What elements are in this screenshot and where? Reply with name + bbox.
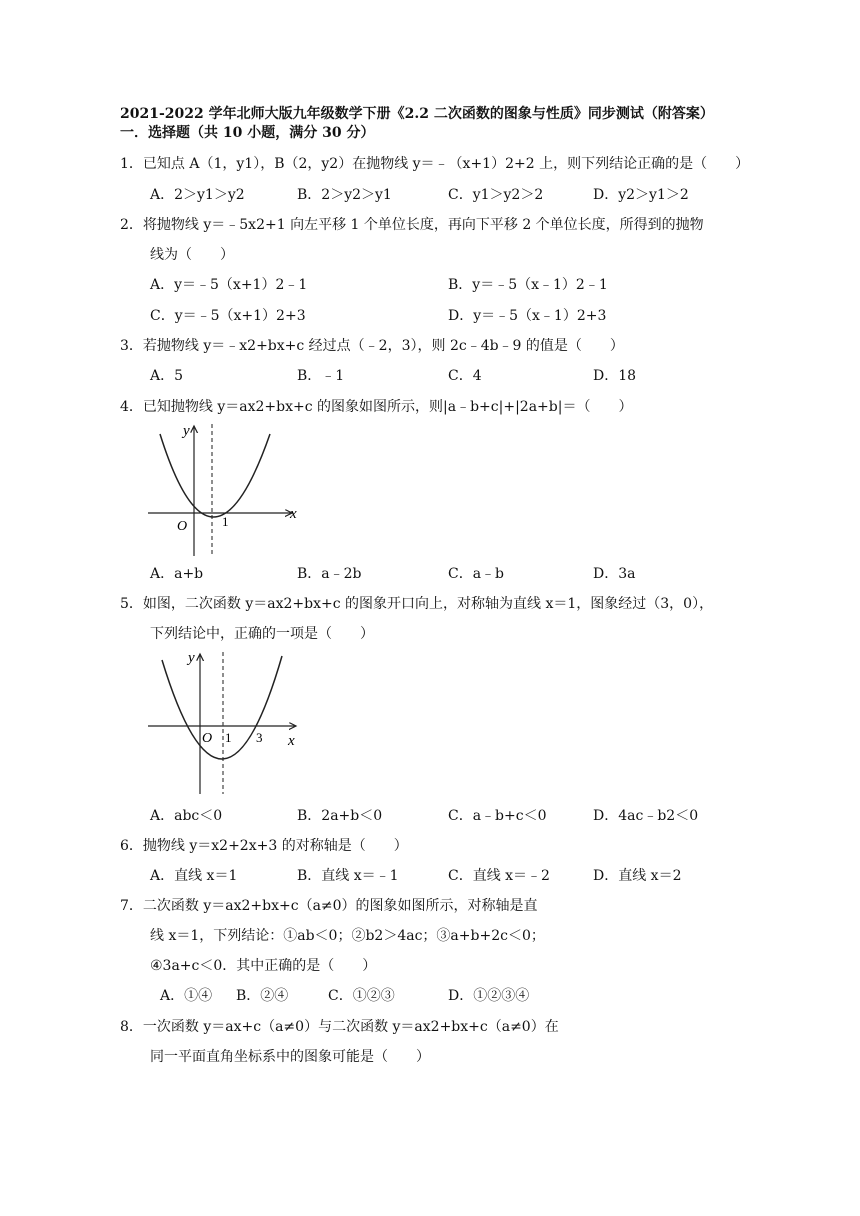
question-7-stem-line-3: ④3a+c＜0．其中正确的是（ ）: [150, 958, 377, 974]
question-6-option-c: C．直线 x＝﹣2: [448, 868, 550, 884]
tick-label-1: 1: [225, 730, 232, 745]
question-4-parabola-figure: [146, 420, 306, 560]
question-5-stem-line-1: 5．如图，二次函数 y＝ax2+bx+c 的图象开口向上，对称轴为直线 x＝1，图象经过（3，0），: [120, 596, 714, 612]
question-5-option-c: C．a﹣b+c＜0: [448, 808, 547, 824]
question-3-option-d: D．18: [593, 368, 637, 384]
question-7-stem-line-1: 7．二次函数 y＝ax2+bx+c（a≠0）的图象如图所示，对称轴是直: [120, 898, 538, 914]
question-1-option-c: C．y1＞y2＞2: [448, 187, 544, 203]
question-2-option-c: C．y＝﹣5（x+1）2+3: [150, 308, 306, 324]
question-2-option-b: B．y＝﹣5（x﹣1）2﹣1: [448, 277, 608, 293]
question-4-option-c: C．a﹣b: [448, 566, 505, 582]
question-3-option-c: C．4: [448, 368, 482, 384]
origin-label: O: [177, 519, 188, 534]
question-6-option-b: B．直线 x＝﹣1: [297, 868, 399, 884]
question-5-option-d: D．4ac﹣b2＜0: [593, 808, 699, 824]
question-5-stem-line-2: 下列结论中，正确的一项是（ ）: [150, 626, 374, 642]
y-axis-label: y: [183, 423, 190, 439]
question-6-stem: 6．抛物线 y＝x2+2x+3 的对称轴是（ ）: [120, 838, 408, 854]
question-3-option-a: A．5: [150, 368, 184, 384]
question-1-option-a: A．2＞y1＞y2: [150, 187, 245, 203]
question-6-option-d: D．直线 x＝2: [593, 868, 682, 884]
tick-label-3: 3: [256, 730, 263, 745]
question-5-option-a: A．abc＜0: [150, 808, 223, 824]
question-3-stem: 3．若抛物线 y＝﹣x2+bx+c 经过点（﹣2，3），则 2c﹣4b﹣9 的值是（ ）: [120, 338, 624, 354]
section-heading: 一．选择题（共 10 小题，满分 30 分）: [120, 125, 375, 141]
question-7-option-b: B．②④: [236, 988, 289, 1004]
question-8-stem-line-2: 同一平面直角坐标系中的图象可能是（ ）: [150, 1049, 430, 1065]
question-4-option-a: A．a+b: [150, 566, 204, 582]
parabola-curve: [160, 434, 270, 517]
question-3-option-b: B．﹣1: [297, 368, 345, 384]
tick-label-1: 1: [222, 514, 229, 529]
origin-label: O: [202, 731, 213, 746]
parabola-curve: [162, 656, 282, 759]
x-axis-label: x: [288, 733, 295, 749]
question-8-stem-line-1: 8．一次函数 y＝ax+c（a≠0）与二次函数 y＝ax2+bx+c（a≠0）在: [120, 1019, 559, 1035]
question-7-option-c: C．①②③: [328, 988, 395, 1004]
question-1-option-b: B．2＞y2＞y1: [297, 187, 392, 203]
x-axis-label: x: [290, 506, 297, 522]
question-2-stem-line-2: 线为（ ）: [150, 247, 234, 263]
question-2-stem-line-1: 2．将抛物线 y＝﹣5x2+1 向左平移 1 个单位长度，再向下平移 2 个单位长度，所得到的抛物: [120, 217, 704, 233]
y-axis-label: y: [188, 650, 195, 666]
question-7-stem-line-2: 线 x＝1，下列结论：①ab＜0；②b2＞4ac；③a+b+2c＜0；: [150, 928, 545, 944]
question-4-option-b: B．a﹣2b: [297, 566, 362, 582]
question-4-stem: 4．已知抛物线 y＝ax2+bx+c 的图象如图所示，则|a﹣b+c|+|2a+b|＝（ ）: [120, 399, 633, 415]
question-7-option-a: A．①④: [160, 988, 213, 1004]
question-1-option-d: D．y2＞y1＞2: [593, 187, 689, 203]
question-2-option-d: D．y＝﹣5（x﹣1）2+3: [448, 308, 607, 324]
question-5-option-b: B．2a+b＜0: [297, 808, 383, 824]
question-6-option-a: A．直线 x＝1: [150, 868, 238, 884]
question-1-stem: 1．已知点 A（1，y1），B（2，y2）在抛物线 y＝﹣（x+1）2+2 上，则下列结论正确的是（ ）: [120, 156, 750, 172]
document-title: 2021-2022 学年北师大版九年级数学下册《2.2 二次函数的图象与性质》同步测试（附答案）: [120, 106, 714, 122]
question-7-option-d: D．①②③④: [448, 988, 530, 1004]
question-4-option-d: D．3a: [593, 566, 636, 582]
question-5-parabola-figure: [146, 648, 306, 798]
question-2-option-a: A．y＝﹣5（x+1）2﹣1: [150, 277, 308, 293]
